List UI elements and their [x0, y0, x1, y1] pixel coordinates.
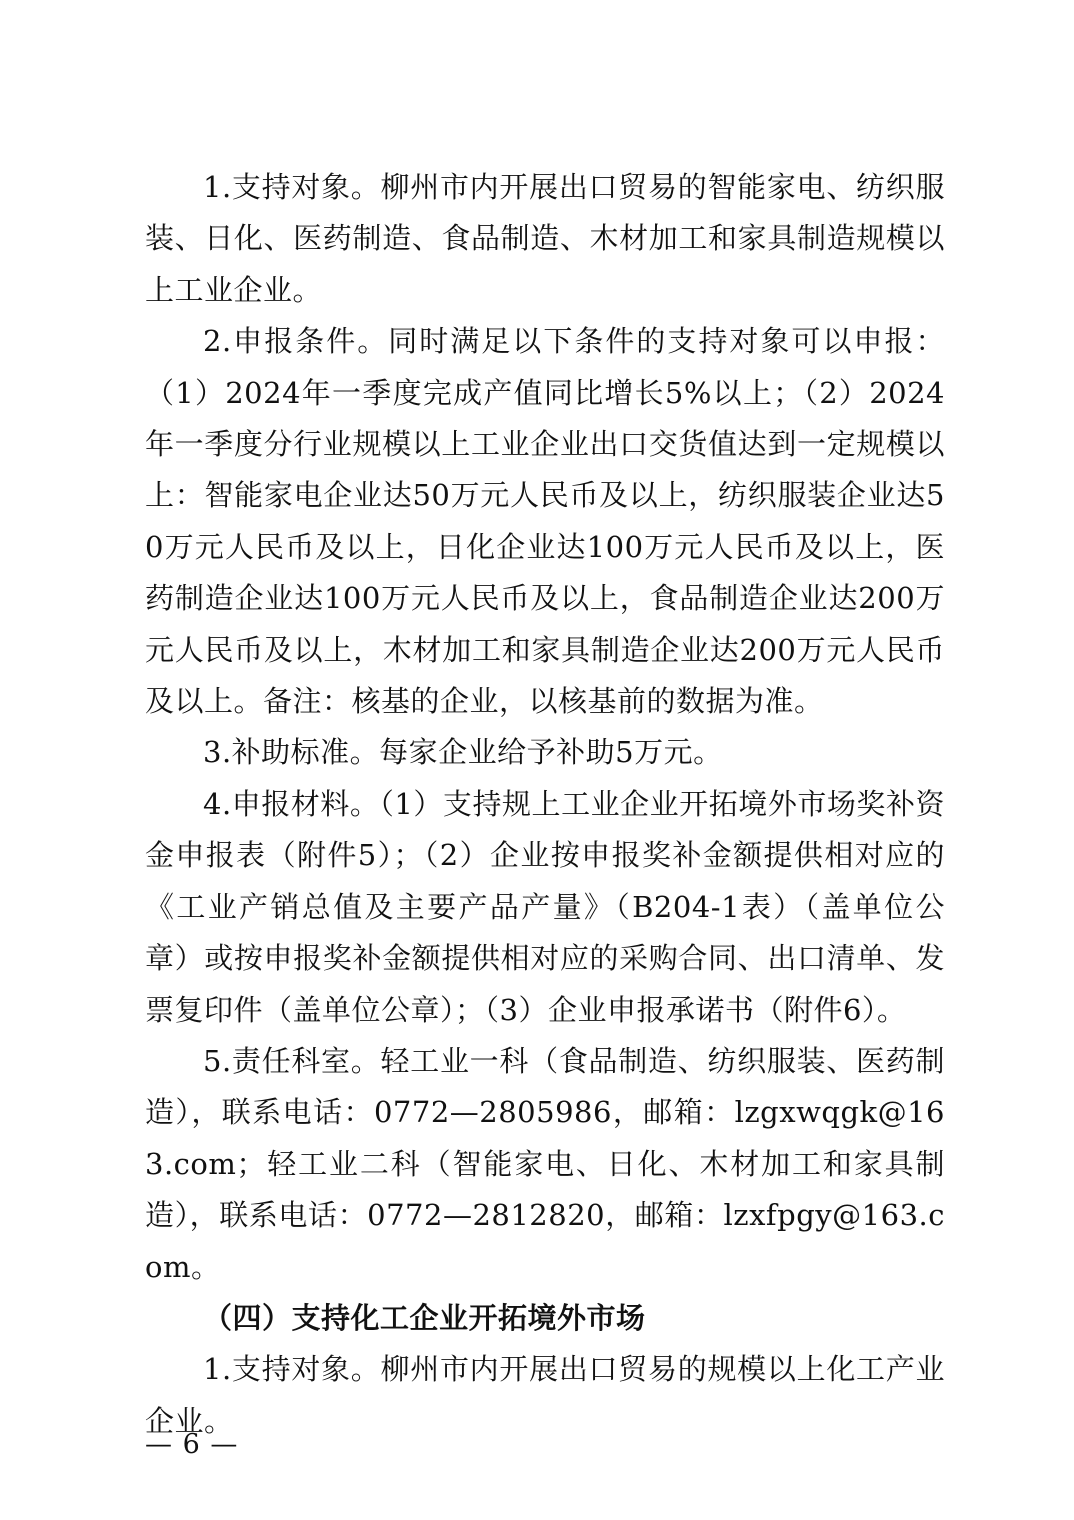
section-heading: （四）支持化工企业开拓境外市场 — [203, 1300, 646, 1335]
paragraph-application-materials: 4.申报材料。（1）支持规上工业企业开拓境外市场奖补资金申报表（附件5）；（2）企业按申报奖补金额提供相对应的《工业产销总值及主要产品产量》（B204-1表）（盖单位公章）或按申报奖补金额提供相对应的采购合同、出口清单、发票复印件（盖单位公章）；（3）企业申报承诺书（附件6）。 — [145, 786, 945, 1027]
document-body — [145, 162, 945, 1447]
paragraph-application-conditions: 2.申报条件。同时满足以下条件的支持对象可以申报：（1）2024年一季度完成产值同比增长5%以上；（2）2024年一季度分行业规模以上工业企业出口交货值达到一定规模以上：智能家电企业达50万元人民币及以上，纺织服装企业达50万元人民币及以上，日化企业达100万元人民币及以上，医药制造企业达100万元人民币及以上，食品制造企业达200万元人民币及以上，木材加工和家具制造企业达200万元人民币及以上。备注：核基的企业，以核基前的数据为准。 — [145, 324, 945, 719]
paragraph-chemical-support-target: 1.支持对象。柳州市内开展出口贸易的规模以上化工产业企业。 — [145, 1352, 945, 1438]
paragraph-responsible-office: 5.责任科室。轻工业一科（食品制造、纺织服装、医药制造），联系电话：0772—2805986，邮箱：lzgxwqgk@163.com；轻工业二科（智能家电、日化、木材加工和家具制造），联系电话：0772—2812820，邮箱：lzxfpgy@163.com。 — [145, 1043, 945, 1284]
paragraph-support-target: 1.支持对象。柳州市内开展出口贸易的智能家电、纺织服装、日化、医药制造、食品制造、木材加工和家具制造规模以上工业企业。 — [145, 170, 945, 307]
page-number: — 6 — — [145, 1429, 239, 1460]
paragraph-subsidy-standard: 3.补助标准。每家企业给予补助5万元。 — [203, 735, 723, 770]
